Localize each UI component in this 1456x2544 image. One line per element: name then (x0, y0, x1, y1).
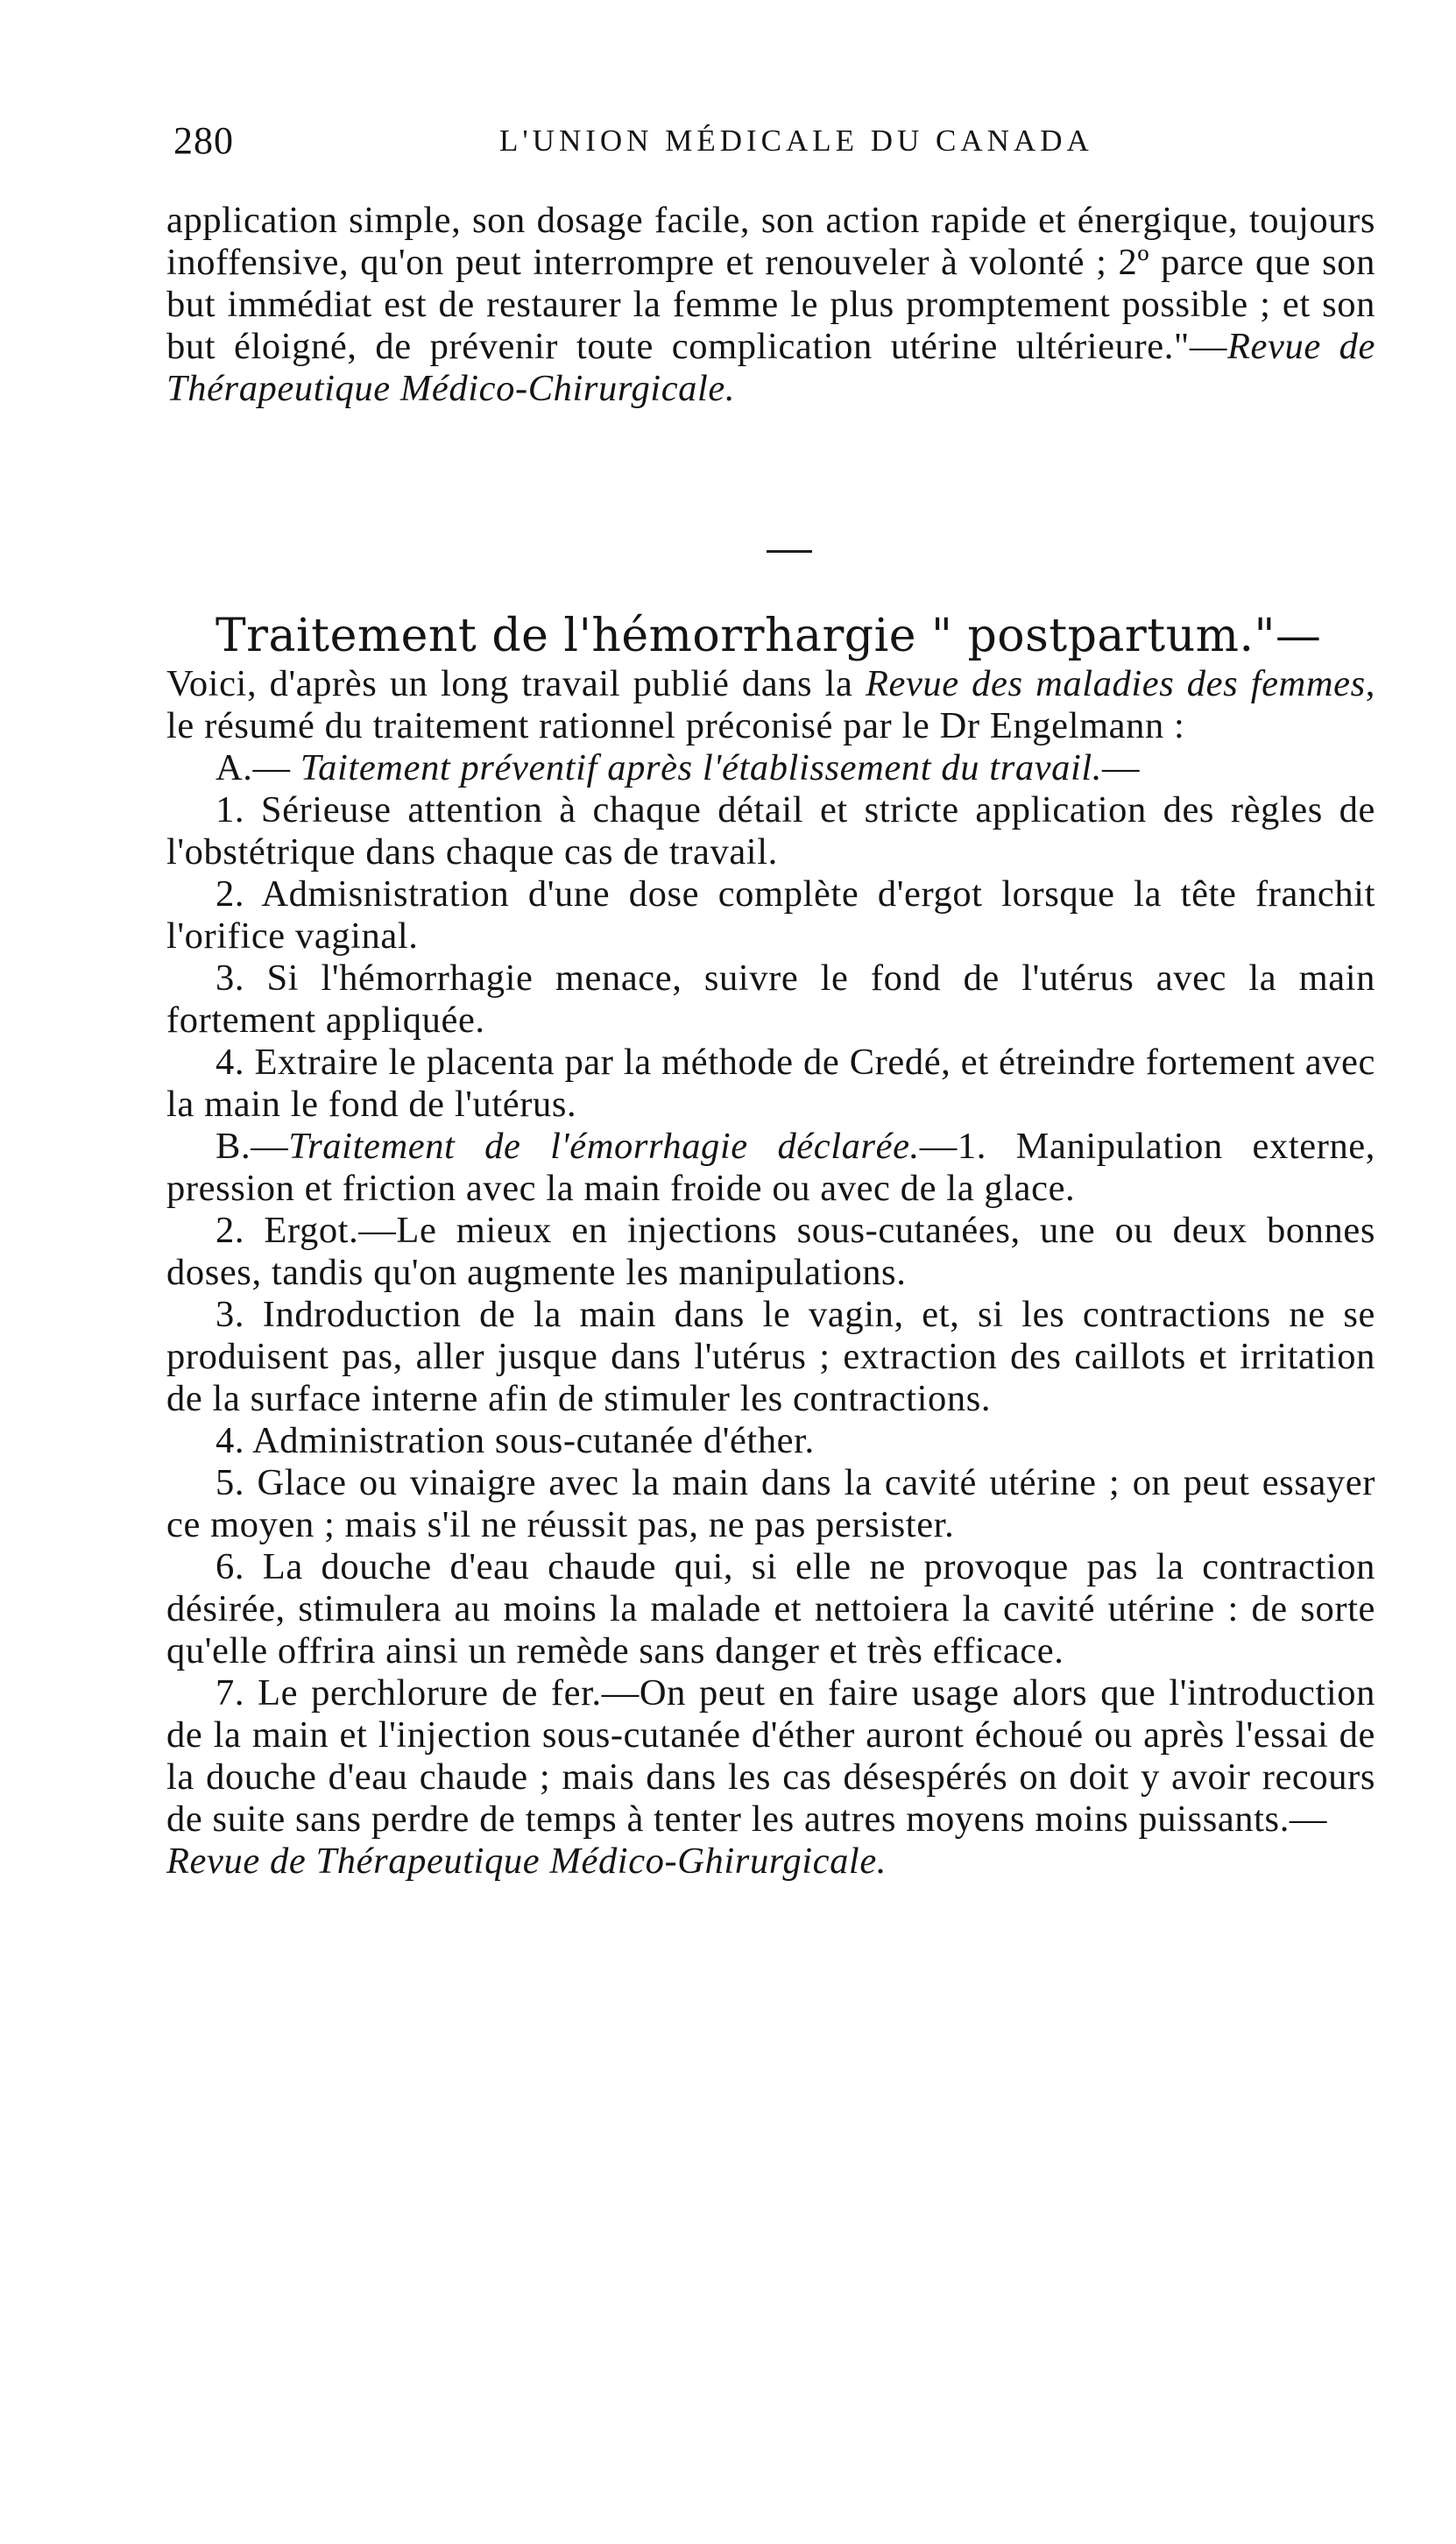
list-item: 7. Le perchlorure de fer.—On peut en faire usage alors que l'introduction de la main et l'injection sous-cutanée d'éther auront échoué ou après l'essai de la douche d'eau chaude ; mais dans les cas désespérés on doit y avoir recours de suite sans perdre de temps à tenter les autres moyens moins puissants.— (166, 1672, 1375, 1840)
intro-source: Revue de Thérapeutique Médico-Chirurgicale. (166, 326, 1375, 409)
list-item: 6. La douche d'eau chaude qui, si elle ne provoque pas la contraction désirée, stimulera au moins la malade et nettoiera la cavité utérine : de sorte qu'elle offrira ainsi un remède sans danger et très efficace. (166, 1546, 1375, 1671)
list-item: 1. Sérieuse attention à chaque détail et stricte application des règles de l'obstétrique dans chaque cas de travail. (166, 789, 1375, 873)
page-number: 280 (173, 119, 234, 162)
lead-text: Voici, d'après un long travail publié dans la (166, 663, 866, 704)
section-b-title: Traitement de l'émorrhagie déclarée. (288, 1126, 920, 1167)
list-item: 2. Admisnistration d'une dose complète d'ergot lorsque la tête franchit l'orifice vaginal. (166, 873, 1375, 957)
section-a-label: A.— (216, 747, 300, 788)
section-separator (767, 550, 812, 553)
running-header (166, 118, 1375, 171)
section-b-label: B.— (216, 1126, 289, 1167)
section-a-heading (166, 747, 1375, 789)
book-page (166, 0, 1389, 2544)
article-lead (166, 663, 1375, 747)
article (166, 609, 1375, 1883)
intro-text: application simple, son dosage facile, son action rapide et énergique, toujours inoffensive, qu'on peut interrompre et renouveler à volonté ; 2º parce que son but immédiat est de restaurer la femme le plus promptement possible ; et son but éloigné, de prévenir toute complication utérine ultérieure."— (166, 200, 1375, 367)
section-b-first-item: —1. Manipulation externe, pression et friction avec la main froide ou avec de la glace. (166, 1126, 1375, 1209)
list-item: 4. Administration sous-cutanée d'éther. (216, 1420, 815, 1461)
lead-source: Revue des maladies des femmes (865, 663, 1366, 704)
list-item: 3. Si l'hémorrhagie menace, suivre le fond de l'utérus avec la main fortement appliquée. (166, 958, 1375, 1041)
section-b-heading (166, 1126, 1375, 1210)
article-source: Revue de Thérapeutique Médico-Ghirurgicale. (166, 1841, 887, 1882)
list-item: 3. Indroduction de la main dans le vagin, et, si les contractions ne se produisent pas, aller jusque dans l'utérus ; extraction des caillots et irritation de la surface interne afin de stimuler les contractions. (166, 1294, 1375, 1419)
intro-paragraph (166, 200, 1375, 410)
section-a-dash: — (1102, 747, 1141, 788)
list-item: 2. Ergot.—Le mieux en injections sous-cutanées, une ou deux bonnes doses, tandis qu'on augmente les manipulations. (166, 1210, 1375, 1293)
section-a-title: Taitement préventif après l'établissement du travail. (300, 747, 1103, 788)
journal-title: L'UNION MÉDICALE DU CANADA (499, 124, 1093, 158)
list-item: 4. Extraire le placenta par la méthode de Credé, et étreindre fortement avec la main le fond de l'utérus. (166, 1042, 1375, 1125)
article-title: Traitement de l'hémorrhargie " postpartum."— (216, 610, 1322, 662)
lead-rest: , le résumé du traitement rationnel préconisé par le Dr Engelmann : (166, 663, 1375, 746)
list-item: 5. Glace ou vinaigre avec la main dans la cavité utérine ; on peut essayer ce moyen ; mais s'il ne réussit pas, ne pas persister. (166, 1462, 1375, 1545)
